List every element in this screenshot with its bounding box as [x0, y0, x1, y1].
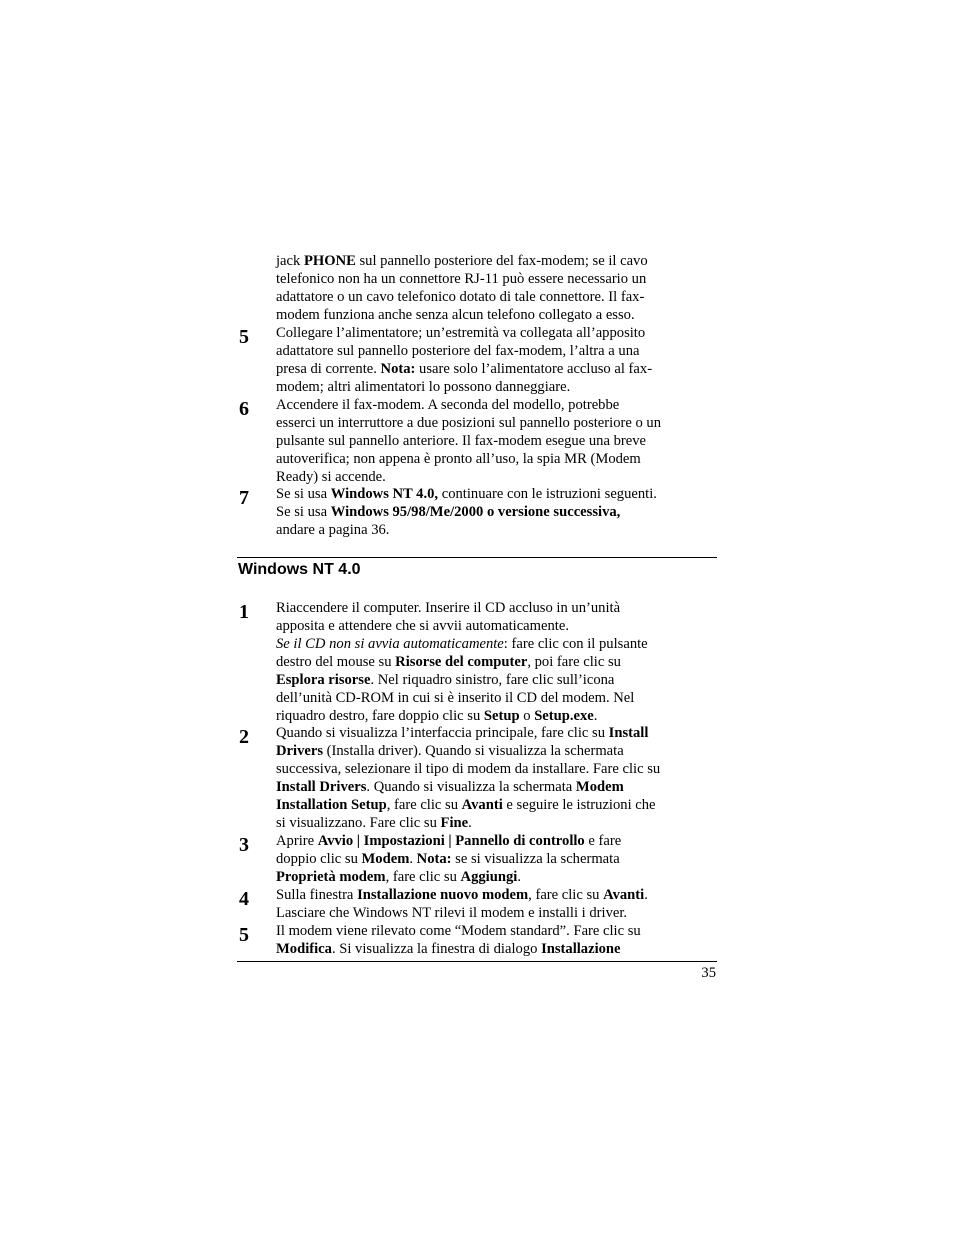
step-number: 5: [239, 326, 249, 348]
step-text: [276, 599, 696, 725]
step-number: 3: [239, 834, 249, 856]
intro-paragraph: [276, 252, 696, 324]
text-line: Collegare l’alimentatore; un’estremità va collegata all’apposito: [276, 325, 646, 341]
step-text: [276, 724, 696, 832]
section-divider: [237, 557, 717, 558]
text-line: si visualizzano. Fare clic su Fine.: [276, 815, 472, 831]
text-line: Se si usa Windows NT 4.0, continuare con le istruzioni seguenti.: [276, 486, 657, 502]
step-number: 5: [239, 924, 249, 946]
text-line: adattatore sul pannello posteriore del fax-modem, l’altra a una: [276, 343, 640, 359]
step-text: [276, 396, 696, 486]
text-line: riquadro destro, fare doppio clic su Setup o Setup.exe.: [276, 708, 598, 724]
text-line: modem; altri alimentatori lo possono danneggiare.: [276, 379, 571, 395]
footer-divider: [237, 961, 717, 962]
text-line: Accendere il fax-modem. A seconda del modello, potrebbe: [276, 397, 620, 413]
text-line: Il modem viene rilevato come “Modem standard”. Fare clic su: [276, 923, 641, 939]
text-line: presa di corrente. Nota: usare solo l’alimentatore accluso al fax-: [276, 361, 653, 377]
text-line: Esplora risorse. Nel riquadro sinistro, fare clic sull’icona: [276, 672, 615, 688]
text-line: andare a pagina 36.: [276, 522, 390, 538]
text-line: Drivers (Installa driver). Quando si visualizza la schermata: [276, 743, 624, 759]
text-line: autoverifica; non appena è pronto all’uso, la spia MR (Modem: [276, 451, 641, 467]
text-line: Ready) si accende.: [276, 469, 386, 485]
text-line: Se il CD non si avvia automaticamente: fare clic con il pulsante: [276, 636, 648, 652]
text-line: Installation Setup, fare clic su Avanti e seguire le istruzioni che: [276, 797, 656, 813]
text-line: destro del mouse su Risorse del computer, poi fare clic su: [276, 654, 621, 670]
step-number: 6: [239, 398, 249, 420]
text-line: Aprire Avvio | Impostazioni | Pannello di controllo e fare: [276, 833, 622, 849]
section-heading: Windows NT 4.0: [238, 561, 361, 578]
step-text: [276, 485, 696, 539]
step-number: 4: [239, 888, 249, 910]
step-text: [276, 922, 696, 958]
step-number: 2: [239, 726, 249, 748]
text-line: Modifica. Si visualizza la finestra di dialogo Installazione: [276, 941, 621, 957]
text-line: Proprietà modem, fare clic su Aggiungi.: [276, 869, 521, 885]
text-line: Lasciare che Windows NT rilevi il modem e installi i driver.: [276, 905, 628, 921]
text-line: jack PHONE sul pannello posteriore del fax-modem; se il cavo: [276, 253, 648, 269]
step-number: 1: [239, 601, 249, 623]
step-text: [276, 832, 696, 886]
text-line: apposita e attendere che si avvii automaticamente.: [276, 618, 569, 634]
text-line: Sulla finestra Installazione nuovo modem, fare clic su Avanti.: [276, 887, 648, 903]
step-text: [276, 886, 696, 922]
text-line: Riaccendere il computer. Inserire il CD accluso in un’unità: [276, 600, 621, 616]
text-line: doppio clic su Modem. Nota: se si visualizza la schermata: [276, 851, 620, 867]
text-line: modem funziona anche senza alcun telefono collegato a esso.: [276, 307, 635, 323]
text-line: Install Drivers. Quando si visualizza la schermata Modem: [276, 779, 624, 795]
text-line: telefonico non ha un connettore RJ-11 può essere necessario un: [276, 271, 647, 287]
text-line: dell’unità CD-ROM in cui si è inserito il CD del modem. Nel: [276, 690, 635, 706]
page-number: 35: [701, 965, 716, 981]
step-text: [276, 324, 696, 396]
text-line: adattatore o un cavo telefonico dotato di tale connettore. Il fax-: [276, 289, 645, 305]
text-line: pulsante sul pannello anteriore. Il fax-modem esegue una breve: [276, 433, 646, 449]
text-line: esserci un interruttore a due posizioni sul pannello posteriore o un: [276, 415, 662, 431]
text-line: successiva, selezionare il tipo di modem da installare. Fare clic su: [276, 761, 661, 777]
step-number: 7: [239, 487, 249, 509]
text-line: Quando si visualizza l’interfaccia principale, fare clic su Install: [276, 725, 649, 741]
text-line: Se si usa Windows 95/98/Me/2000 o versione successiva,: [276, 504, 621, 520]
